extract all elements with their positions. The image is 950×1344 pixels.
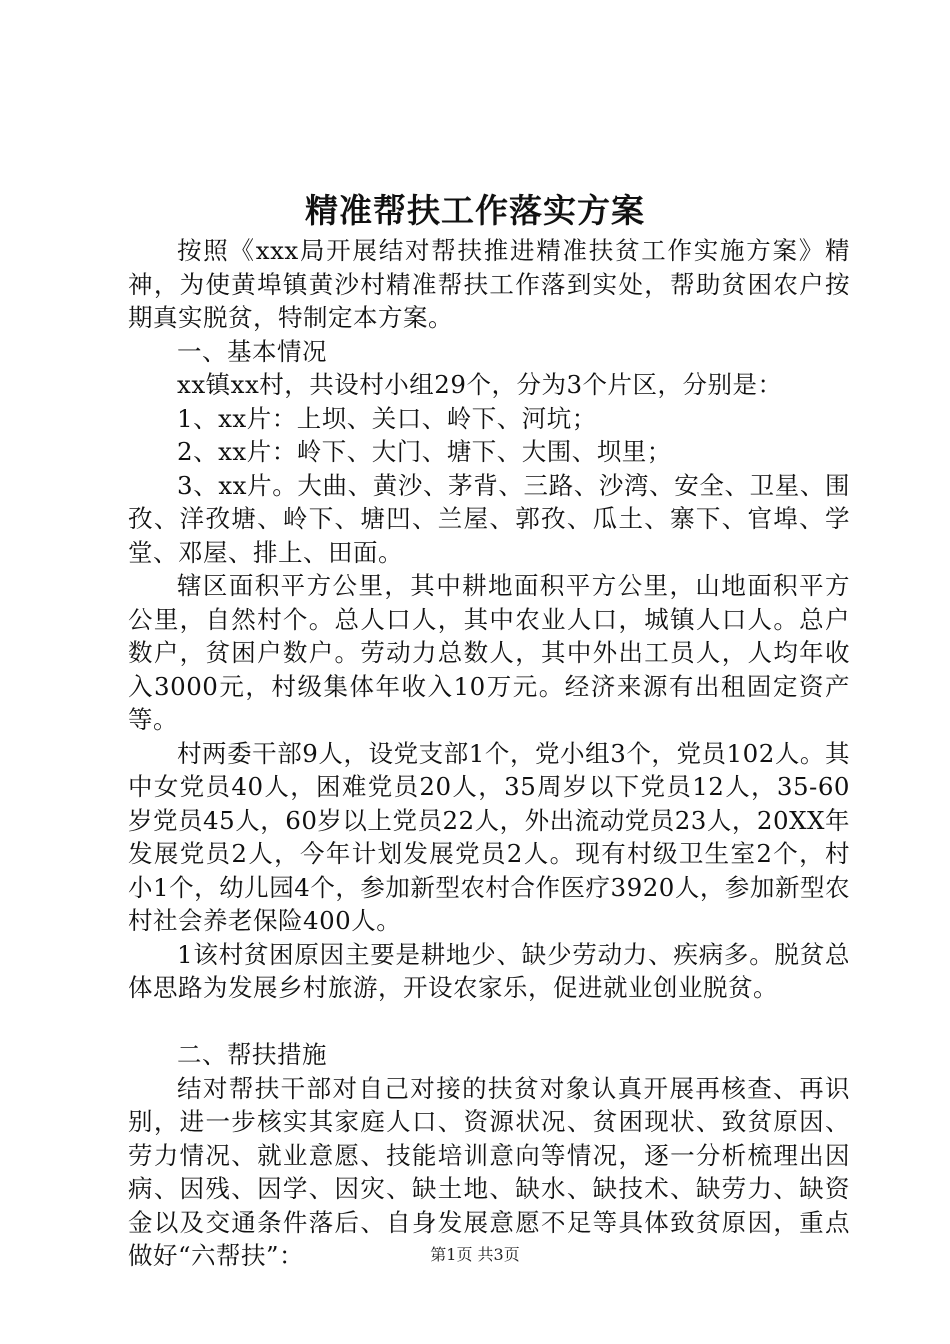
page-footer: 第1页 共3页 <box>430 1245 520 1264</box>
paragraph-area-3: 3、xx片。大曲、黄沙、茅背、三路、沙湾、安全、卫星、围孜、洋孜塘、岭下、塘凹、兰屋、郭孜、瓜土、寨下、官埠、学堂、邓屋、排上、田面。 <box>128 470 850 567</box>
paragraph-assistance-detail: 结对帮扶干部对自己对接的扶贫对象认真开展再核查、再识别，进一步核实其家庭人口、资源状况、贫困现状、致贫原因、劳力情况、就业意愿、技能培训意向等情况，逐一分析梳理出因病、因残、因学、因灾、缺土地、缺水、缺技术、缺劳力、缺资金以及交通条件落后、自身发展意愿不足等具体致贫原因，重点做好“六帮扶”： <box>128 1073 850 1270</box>
paragraph-party-stats: 村两委干部9人，设党支部1个，党小组3个，党员102人。其中女党员40人，困难党员20人，35周岁以下党员12人，35-60岁党员45人，60岁以上党员22人，外出流动党员23人，20XX年发展党员2人，今年计划发展党员2人。现有村级卫生室2个，村小1个，幼儿园4个，参加新型农村合作医疗3920人，参加新型农村社会养老保险400人。 <box>128 738 850 935</box>
document-body <box>128 234 850 1273</box>
paragraph-poverty-causes: 1该村贫困原因主要是耕地少、缺少劳动力、疾病多。脱贫总体思路为发展乡村旅游，开设农家乐，促进就业创业脱贫。 <box>128 939 850 1002</box>
paragraph-area-stats: 辖区面积平方公里，其中耕地面积平方公里，山地面积平方公里，自然村个。总人口人，其中农业人口，城镇人口人。总户数户，贫困户数户。劳动力总数人，其中外出工员人，人均年收入3000元，村级集体年收入10万元。经济来源有出租固定资产等。 <box>128 571 850 734</box>
paragraph-village-groups: xx镇xx村，共设村小组29个，分为3个片区，分别是： <box>177 370 783 399</box>
heading-basic-situation: 一、基本情况 <box>177 336 327 366</box>
paragraph-area-1: 1、xx片：上坝、关口、岭下、河坑； <box>177 403 597 433</box>
paragraph-intro: 按照《xxx局开展结对帮扶推进精准扶贫工作实施方案》精神，为使黄埠镇黄沙村精准帮扶工作落到实处，帮助贫困农户按期真实脱贫，特制定本方案。 <box>128 236 850 332</box>
heading-assistance-measures: 二、帮扶措施 <box>177 1040 327 1069</box>
paragraph-area-2: 2、xx片：岭下、大门、塘下、大围、坝里； <box>177 437 672 466</box>
document-title: 精准帮扶工作落实方案 <box>305 191 645 230</box>
